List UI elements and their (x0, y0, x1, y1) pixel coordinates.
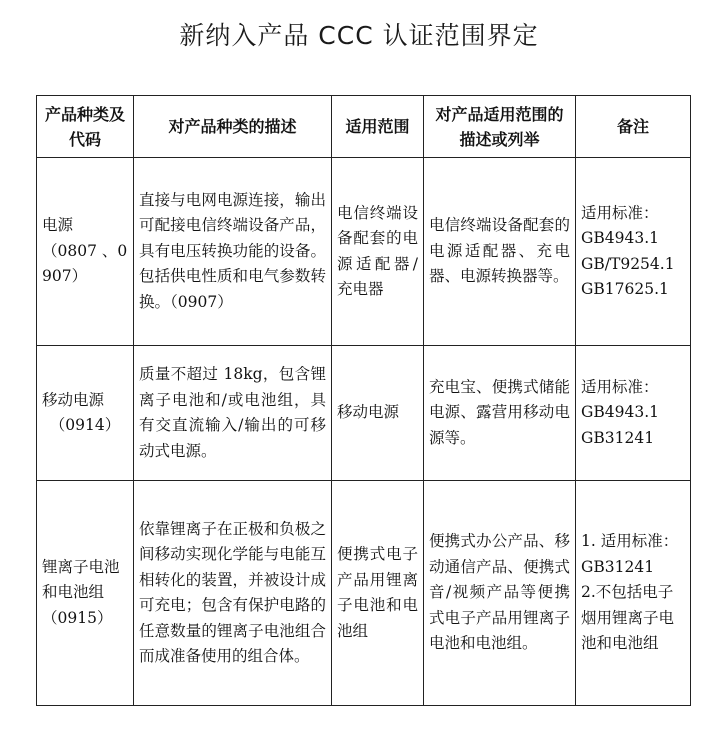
header-category-description: 对产品种类的描述 (134, 96, 332, 158)
header-scope-description: 对产品适用范围的描述或列举 (424, 96, 576, 158)
category-code: （0807 、0907） (42, 241, 128, 286)
header-category-code: 产品种类及代码 (37, 96, 134, 158)
scope-examples: 便携式办公产品、移动通信产品、便携式音/视频产品等便携式电子产品用锂离子电池和电池组。 (424, 481, 576, 706)
remark-line: 2.不包括电子烟用锂离子电池和电池组 (581, 583, 675, 653)
remarks-cell (576, 346, 691, 481)
category-description: 直接与电网电源连接，输出可配接电信终端设备产品，具有电压转换功能的设备。包括供电性质和电气参数转换。（0907） (134, 158, 332, 346)
category-cell (37, 346, 134, 481)
table-row (37, 481, 691, 706)
category-name: 电源 (42, 216, 74, 235)
remarks-cell (576, 481, 691, 706)
table-row (37, 346, 691, 481)
table-row (37, 158, 691, 346)
category-description: 依靠锂离子在正极和负极之间移动实现化学能与电能互相转化的装置，并被设计成可充电；包含有保护电路的任意数量的锂离子电池组合而成准备使用的组合体。 (134, 481, 332, 706)
table-header-row (37, 96, 691, 158)
remark-line: 适用标准： (581, 203, 659, 222)
category-cell (37, 481, 134, 706)
category-cell (37, 158, 134, 346)
remark-line: GB/T9254.1 (581, 254, 675, 273)
scope-examples: 电信终端设备配套的电源适配器、充电器、电源转换器等。 (424, 158, 576, 346)
scope-cell: 电信终端设备配套的电源适配器/充电器 (332, 158, 424, 346)
category-description: 质量不超过 18kg，包含锂离子电池和/或电池组，具有交直流输入/输出的可移动式电源。 (134, 346, 332, 481)
category-code: （0914） (49, 416, 121, 434)
remark-line: GB31241 (581, 428, 655, 447)
scope-examples: 充电宝、便携式储能电源、露营用移动电源等。 (424, 346, 576, 481)
scope-cell: 移动电源 (332, 346, 424, 481)
page-title: 新纳入产品 CCC 认证范围界定 (179, 21, 539, 50)
remark-line: GB4943.1 (581, 229, 660, 247)
ccc-scope-table (36, 95, 691, 706)
category-code: （0915） (42, 608, 113, 627)
remark-line: GB4943.1 (581, 403, 660, 422)
remark-line: 1. 适用标准： (581, 532, 679, 551)
header-scope: 适用范围 (332, 96, 424, 158)
scope-cell: 便携式电子产品用锂离子电池和电池组 (332, 481, 424, 706)
remarks-cell (576, 158, 691, 346)
category-name: 移动电源 (42, 390, 105, 409)
remark-line: 适用标准： (581, 377, 659, 396)
header-remarks: 备注 (576, 96, 691, 158)
category-name: 锂离子电池和电池组 (42, 557, 120, 602)
remark-line: GB17625.1 (581, 280, 669, 298)
remark-line: GB31241 (581, 557, 655, 576)
